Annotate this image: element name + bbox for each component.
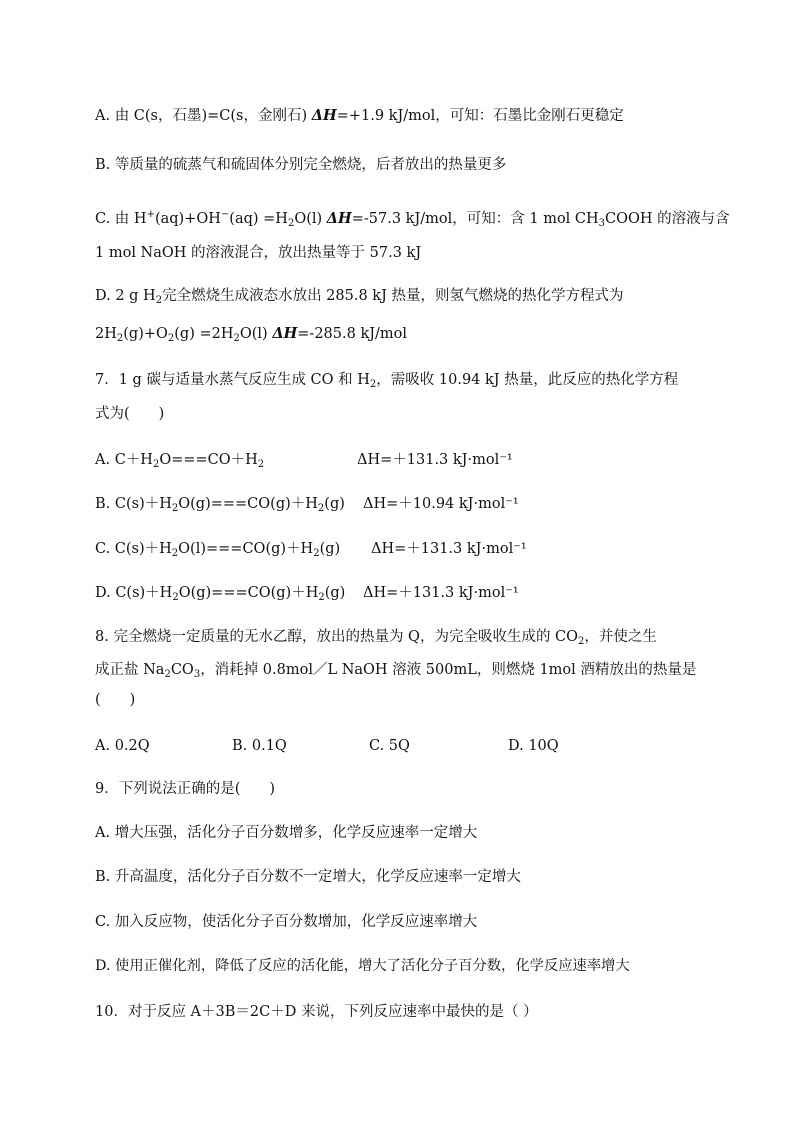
q7-option-a: A. $C+H_2O===CO+H_2$ ΔH=＋131.3 kJ·mol⁻¹: [95, 452, 513, 470]
q6-option-c-line1: C. 由 $H^+(aq)+OH^-(aq) =H_2O(l)$ ΔH=-57.3 kJ/mol，可知：含 1 mol $CH_3COOH$ 的溶液与含: [95, 209, 730, 229]
q6-option-c-line2: 1 mol NaOH 的溶液混合，放出热量等于 57.3 kJ: [95, 245, 422, 261]
q8-option-c: C. 5Q: [369, 738, 410, 754]
q8-option-b: B. 0.1Q: [232, 738, 287, 754]
q9-option-d: D. 使用正催化剂，降低了反应的活化能，增大了活化分子百分数，化学反应速率增大: [95, 958, 630, 974]
q8-stem-line3: ( ): [95, 692, 136, 708]
q8-stem-line2: 成正盐 $Na_2CO_3$，消耗掉 0.8mol／L NaOH 溶液 500mL，则燃烧 1mol 酒精放出的热量是: [95, 662, 697, 680]
q6-option-d-line1: D. 2 g $H_2$完全燃烧生成液态水放出 285.8 kJ 热量，则氢气燃烧的热化学方程式为: [95, 288, 624, 306]
q7-stem-line1: 7．1 g 碳与适量水蒸气反应生成 CO 和 $H_2$，需吸收 10.94 kJ 热量，此反应的热化学方程: [95, 372, 679, 390]
q8-option-a: A. 0.2Q: [95, 738, 150, 754]
q6-option-a: A. 由 C(s，石墨)=C(s，金刚石) ΔH=+1.9 kJ/mol，可知：石墨比金刚石更稳定: [95, 107, 624, 124]
q9-stem: 9．下列说法正确的是( ): [95, 781, 276, 797]
q9-option-a: A. 增大压强，活化分子百分数增多，化学反应速率一定增大: [95, 825, 478, 841]
q7-option-b: B. $C(s)+H_2O(g)===CO(g)+H_2(g)$ ΔH=＋10.94 kJ·mol⁻¹: [95, 496, 519, 514]
q6-option-b: B. 等质量的硫蒸气和硫固体分别完全燃烧，后者放出的热量更多: [95, 157, 507, 173]
q9-option-b: B. 升高温度，活化分子百分数不一定增大，化学反应速率一定增大: [95, 869, 521, 885]
q7-stem-line2: 式为( ): [95, 406, 165, 422]
q9-option-c: C. 加入反应物，使活化分子百分数增加，化学反应速率增大: [95, 914, 478, 930]
delta-h-symbol: ΔH: [311, 107, 337, 124]
q7-option-c: C. $C(s)+H_2O(l)===CO(g)+H_2(g)$ ΔH=＋131.3 kJ·mol⁻¹: [95, 541, 527, 559]
delta-h-symbol: ΔH: [272, 325, 298, 342]
q10-stem: 10．对于反应 A＋3B＝2C＋D 来说，下列反应速率中最快的是（ ）: [95, 1004, 538, 1020]
delta-h-symbol: ΔH: [326, 210, 352, 227]
q8-option-d: D. 10Q: [508, 738, 559, 754]
q6-option-d-line2: $2H_2(g)+O_2(g) =2H_2O(l)$ ΔH=-285.8 kJ/mol: [95, 325, 408, 344]
q7-option-d: D. $C(s)+H_2O(g)===CO(g)+H_2(g)$ ΔH=＋131.3 kJ·mol⁻¹: [95, 585, 519, 603]
q8-stem-line1: 8. 完全燃烧一定质量的无水乙醇，放出的热量为 Q，为完全吸收生成的 $CO_2$，并使之生: [95, 629, 657, 647]
